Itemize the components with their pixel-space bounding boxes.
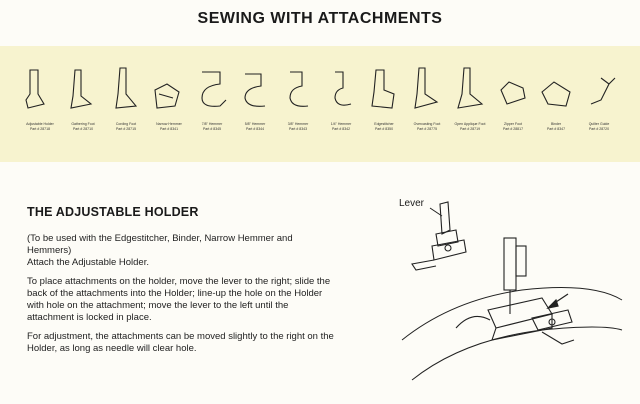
attachment-item bbox=[235, 64, 275, 148]
attachment-item bbox=[63, 64, 103, 148]
adjustable-holder-illustration bbox=[392, 190, 624, 390]
attachments-row bbox=[20, 64, 630, 148]
attachment-name: 7/8" Hemmer bbox=[201, 122, 223, 126]
attachment-part-number: Part # 8347 bbox=[546, 126, 566, 131]
attachment-part-number: Part # 8345 bbox=[202, 126, 222, 131]
attachment-name: Narrow Hemmer bbox=[156, 122, 182, 126]
section-body bbox=[27, 233, 337, 362]
attachment-caption bbox=[489, 122, 537, 131]
attachment-foot-icon bbox=[364, 64, 404, 114]
attachment-caption bbox=[446, 122, 494, 131]
attachment-name: 5/8" Hemmer bbox=[244, 122, 266, 126]
attachment-caption bbox=[575, 122, 623, 131]
attachment-foot-icon bbox=[579, 64, 619, 114]
attachment-item bbox=[536, 64, 576, 148]
attachment-foot-icon bbox=[192, 64, 232, 114]
attachment-part-number: Part # 28775 bbox=[416, 126, 438, 131]
attachment-name: Adjustable Holder bbox=[26, 122, 54, 126]
attachment-caption bbox=[317, 122, 365, 131]
page-title: SEWING WITH ATTACHMENTS bbox=[197, 10, 443, 27]
attachment-part-number: Part # 8343 bbox=[288, 126, 308, 131]
attachment-caption bbox=[102, 122, 150, 131]
attachment-part-number: Part # 28720 bbox=[588, 126, 610, 131]
attachment-item bbox=[149, 64, 189, 148]
attachment-foot-icon bbox=[407, 64, 447, 114]
attachment-part-number: Part # 28719 bbox=[459, 126, 481, 131]
paragraph-placement: To place attachments on the holder, move the lever to the right; slide the back of the attachments into the Holder; line-up the hole on the Holder with hole on the attachment; move the lever to the left until the attachment is locked in place. bbox=[27, 276, 331, 323]
attachment-part-number: Part # 8344 bbox=[245, 126, 265, 131]
attachment-caption bbox=[145, 122, 193, 131]
section-heading: THE ADJUSTABLE HOLDER bbox=[27, 205, 199, 219]
attachment-name: Zipper Foot bbox=[504, 122, 522, 126]
attachment-name: Open Applique Foot bbox=[454, 122, 486, 126]
attachment-item bbox=[106, 64, 146, 148]
attachment-part-number: Part # 28718 bbox=[29, 126, 51, 131]
attachment-item bbox=[20, 64, 60, 148]
attachment-item bbox=[192, 64, 232, 148]
attachment-part-number: Part # 28817 bbox=[502, 126, 524, 131]
attachment-item bbox=[493, 64, 533, 148]
attachment-part-number: Part # 8341 bbox=[159, 126, 179, 131]
attachment-name: Gathering Foot bbox=[71, 122, 95, 126]
attachment-foot-icon bbox=[20, 64, 60, 114]
attachment-foot-icon bbox=[278, 64, 318, 114]
lever-label: Lever bbox=[399, 198, 425, 209]
attachment-name: Edgestitcher bbox=[374, 122, 394, 126]
attachment-foot-icon bbox=[149, 64, 189, 114]
attachment-caption bbox=[188, 122, 236, 131]
attachment-name: 3/8" Hemmer bbox=[287, 122, 309, 126]
attachment-name: Overcasting Foot bbox=[413, 122, 441, 126]
attachment-name: Cording Foot bbox=[115, 122, 137, 126]
attachment-caption bbox=[231, 122, 279, 131]
attachment-caption bbox=[59, 122, 107, 131]
attachment-item bbox=[407, 64, 447, 148]
attachment-caption bbox=[403, 122, 451, 131]
attachment-part-number: Part # 8342 bbox=[331, 126, 351, 131]
attachment-foot-icon bbox=[106, 64, 146, 114]
attachment-caption bbox=[360, 122, 408, 131]
attachment-item bbox=[321, 64, 361, 148]
paragraph-usage: (To be used with the Edgestitcher, Binder, Narrow Hemmer and Hemmers) Attach the Adjustable Holder. bbox=[27, 233, 293, 268]
attachment-foot-icon bbox=[321, 64, 361, 114]
attachment-item bbox=[278, 64, 318, 148]
attachment-item bbox=[364, 64, 404, 148]
attachment-foot-icon bbox=[235, 64, 275, 114]
attachment-part-number: Part # 8350 bbox=[374, 126, 394, 131]
paragraph-adjustment: For adjustment, the attachments can be moved slightly to the right on the Holder, as long as needle will clear hole. bbox=[27, 331, 334, 354]
attachment-name: Quilter Guide bbox=[588, 122, 610, 126]
attachment-foot-icon bbox=[536, 64, 576, 114]
attachment-foot-icon bbox=[450, 64, 490, 114]
attachment-item bbox=[450, 64, 490, 148]
attachment-foot-icon bbox=[493, 64, 533, 114]
attachment-caption bbox=[16, 122, 64, 131]
attachment-name: Binder bbox=[550, 122, 562, 126]
attachment-item bbox=[579, 64, 619, 148]
attachment-foot-icon bbox=[63, 64, 103, 114]
attachment-part-number: Part # 28710 bbox=[72, 126, 94, 131]
attachment-caption bbox=[532, 122, 580, 131]
attachment-name: 1/4" Hemmer bbox=[330, 122, 352, 126]
attachment-part-number: Part # 28715 bbox=[115, 126, 137, 131]
attachment-caption bbox=[274, 122, 322, 131]
